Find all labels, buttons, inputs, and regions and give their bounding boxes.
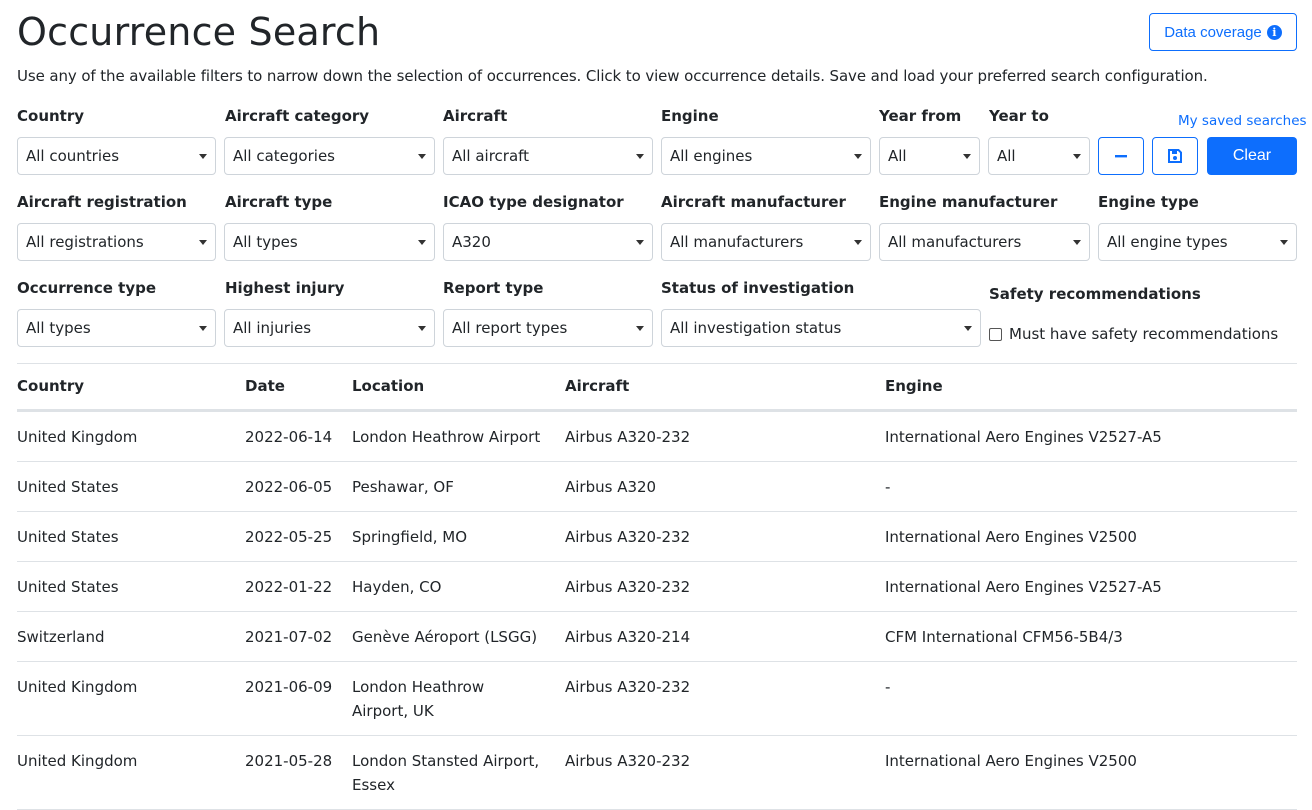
table-row[interactable] [17,661,1297,735]
cell-engine: International Aero Engines V2527-A5 [885,561,1297,611]
minus-icon [1113,148,1129,164]
cell-location: Peshawar, OF [352,461,565,511]
cell-country: Switzerland [17,611,245,661]
cell-aircraft: Airbus A320-232 [565,661,885,735]
aircraft-registration-select-value: All registrations [26,233,144,251]
country-label: Country [17,107,85,125]
icao-type-designator-select-value: A320 [452,233,491,251]
remove-search-button[interactable] [1098,137,1144,175]
cell-date: 2022-06-05 [245,461,352,511]
chevron-down-icon [636,240,644,245]
year-to-label: Year to [989,107,1049,125]
aircraft-label: Aircraft [443,107,508,125]
info-circle-icon: i [1267,25,1282,40]
aircraft-category-label: Aircraft category [225,107,370,125]
aircraft-manufacturer-label: Aircraft manufacturer [661,193,846,211]
aircraft-type-label: Aircraft type [225,193,333,211]
cell-aircraft: Airbus A320-232 [565,735,885,809]
cell-date: 2022-01-22 [245,561,352,611]
results-table [17,364,1297,810]
highest-injury-label: Highest injury [225,279,345,297]
cell-location: London Stansted Airport, Essex [352,735,565,809]
aircraft-manufacturer-select[interactable] [661,223,871,261]
engine-manufacturer-select-value: All manufacturers [888,233,1022,251]
floppy-disk-icon [1167,148,1183,164]
cell-aircraft: Airbus A320-232 [565,410,885,461]
occurrence-type-label: Occurrence type [17,279,157,297]
cell-location: Springfield, MO [352,511,565,561]
cell-engine: International Aero Engines V2500 [885,735,1297,809]
safety-recommendations-checkbox-label[interactable]: Must have safety recommendations [1009,325,1279,343]
cell-engine: - [885,461,1297,511]
chevron-down-icon [636,154,644,159]
column-header-date[interactable]: Date [245,364,352,410]
my-saved-searches-link[interactable]: My saved searches [1178,113,1307,129]
chevron-down-icon [1073,154,1081,159]
table-row[interactable] [17,511,1297,561]
save-search-button[interactable] [1152,137,1198,175]
aircraft-type-select[interactable] [224,223,435,261]
aircraft-category-select[interactable] [224,137,435,175]
chevron-down-icon [418,326,426,331]
report-type-label: Report type [443,279,544,297]
report-type-select-value: All report types [452,319,568,337]
cell-country: United Kingdom [17,410,245,461]
aircraft-registration-select[interactable] [17,223,216,261]
table-row[interactable] [17,611,1297,661]
highest-injury-select-value: All injuries [233,319,312,337]
cell-country: United States [17,461,245,511]
icao-type-designator-label: ICAO type designator [443,193,624,211]
cell-country: United Kingdom [17,661,245,735]
table-row[interactable] [17,410,1297,461]
clear-button[interactable]: Clear [1207,137,1297,175]
chevron-down-icon [199,154,207,159]
table-row[interactable] [17,735,1297,809]
cell-country: United States [17,511,245,561]
year-from-label: Year from [879,107,962,125]
aircraft-category-select-value: All categories [233,147,335,165]
cell-date: 2021-07-02 [245,611,352,661]
table-row[interactable] [17,561,1297,611]
table-header-row [17,364,1297,410]
chevron-down-icon [418,240,426,245]
aircraft-select[interactable] [443,137,653,175]
chevron-down-icon [1280,240,1288,245]
cell-date: 2022-05-25 [245,511,352,561]
year-from-select-value: All [888,147,907,165]
icao-type-designator-select[interactable] [443,223,653,261]
engine-type-label: Engine type [1098,193,1199,211]
cell-date: 2022-06-14 [245,410,352,461]
engine-type-select-value: All engine types [1107,233,1228,251]
aircraft-manufacturer-select-value: All manufacturers [670,233,804,251]
engine-manufacturer-select[interactable] [879,223,1090,261]
aircraft-registration-label: Aircraft registration [17,193,187,211]
engine-select-value: All engines [670,147,753,165]
cell-location: Genève Aéroport (LSGG) [352,611,565,661]
cell-country: United States [17,561,245,611]
chevron-down-icon [199,326,207,331]
chevron-down-icon [1073,240,1081,245]
highest-injury-select[interactable] [224,309,435,347]
year-to-select-value: All [997,147,1016,165]
chevron-down-icon [964,326,972,331]
cell-aircraft: Airbus A320-232 [565,561,885,611]
data-coverage-button[interactable] [1149,13,1297,51]
cell-location: London Heathrow Airport, UK [352,661,565,735]
chevron-down-icon [854,154,862,159]
table-row[interactable] [17,461,1297,511]
column-header-aircraft[interactable]: Aircraft [565,364,885,410]
chevron-down-icon [418,154,426,159]
chevron-down-icon [854,240,862,245]
cell-country: United Kingdom [17,735,245,809]
engine-select[interactable] [661,137,871,175]
cell-engine: CFM International CFM56-5B4/3 [885,611,1297,661]
engine-type-select[interactable] [1098,223,1297,261]
cell-engine: International Aero Engines V2527-A5 [885,410,1297,461]
safety-recommendations-checkbox[interactable] [989,328,1002,341]
year-from-select[interactable] [879,137,980,175]
aircraft-type-select-value: All types [233,233,298,251]
cell-engine: - [885,661,1297,735]
column-header-country[interactable]: Country [17,364,245,410]
data-coverage-label: Data coverage [1164,23,1262,41]
safety-recommendations-label: Safety recommendations [989,285,1201,303]
engine-manufacturer-label: Engine manufacturer [879,193,1058,211]
country-select[interactable] [17,137,216,175]
chevron-down-icon [199,240,207,245]
report-type-select[interactable] [443,309,653,347]
cell-date: 2021-06-09 [245,661,352,735]
safety-recommendations-option[interactable] [989,325,1278,343]
cell-location: London Heathrow Airport [352,410,565,461]
page-title: Occurrence Search [17,10,381,54]
investigation-status-select[interactable] [661,309,981,347]
investigation-status-label: Status of investigation [661,279,855,297]
chevron-down-icon [963,154,971,159]
column-header-location[interactable]: Location [352,364,565,410]
chevron-down-icon [636,326,644,331]
intro-text: Use any of the available filters to narrow down the selection of occurrences. Click to view occurrence details. Save and load your preferred search configuration. [17,67,1208,85]
occurrence-type-select[interactable] [17,309,216,347]
column-header-engine[interactable]: Engine [885,364,1297,410]
cell-aircraft: Airbus A320 [565,461,885,511]
investigation-status-select-value: All investigation status [670,319,842,337]
cell-aircraft: Airbus A320-214 [565,611,885,661]
cell-engine: International Aero Engines V2500 [885,511,1297,561]
cell-date: 2021-05-28 [245,735,352,809]
aircraft-select-value: All aircraft [452,147,530,165]
year-to-select[interactable] [988,137,1090,175]
engine-label: Engine [661,107,719,125]
occurrence-type-select-value: All types [26,319,91,337]
cell-location: Hayden, CO [352,561,565,611]
cell-aircraft: Airbus A320-232 [565,511,885,561]
country-select-value: All countries [26,147,120,165]
